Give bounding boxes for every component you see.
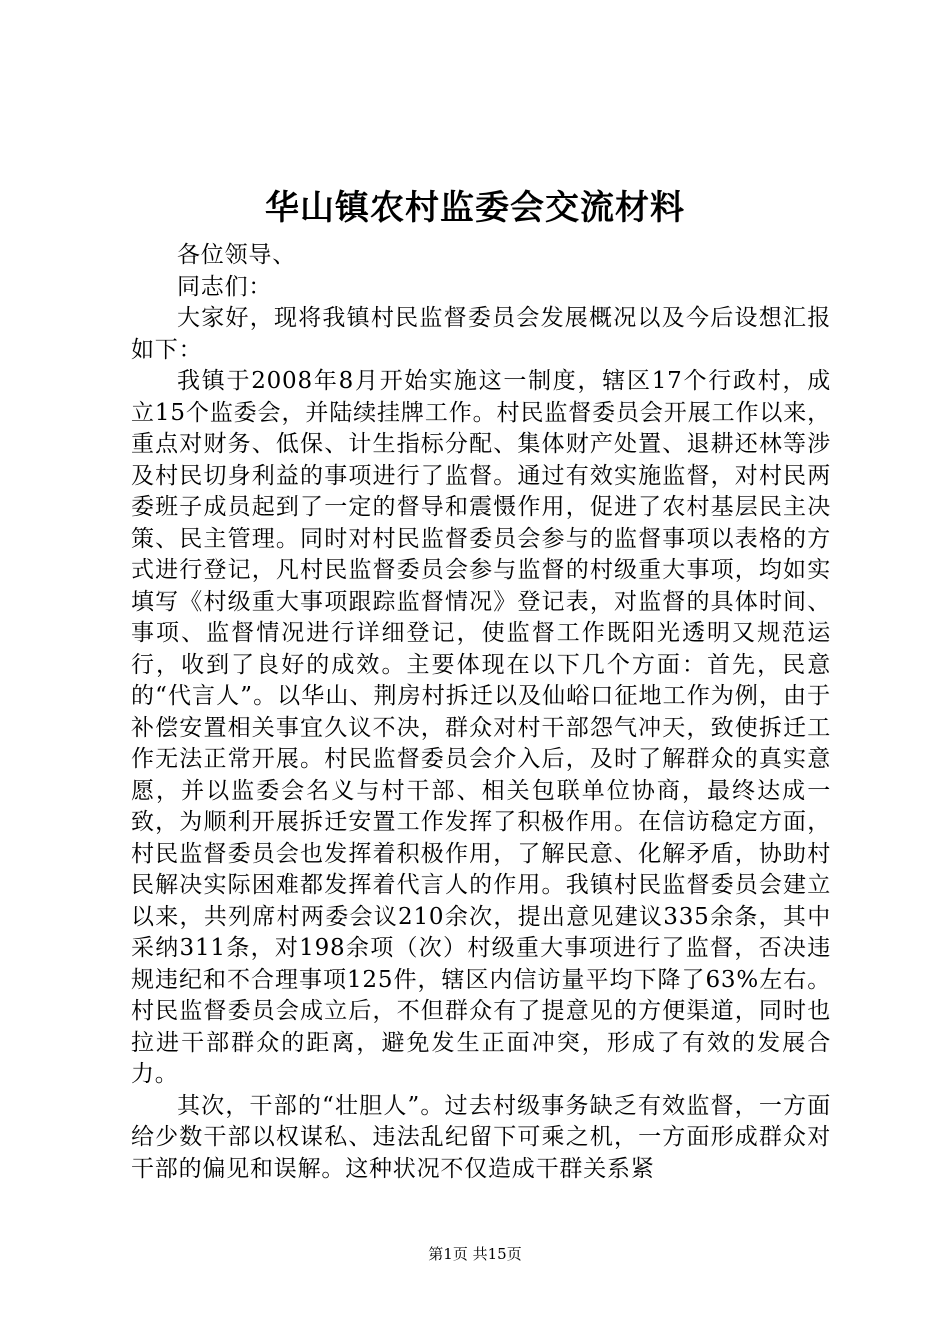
document-title: 华山镇农村监委会交流材料 bbox=[265, 188, 685, 228]
document-body bbox=[131, 240, 831, 1185]
salutation-line-1: 各位领导、 bbox=[177, 242, 296, 268]
intro-paragraph: 大家好，现将我镇村民监督委员会发展概况以及今后设想汇报如下： bbox=[131, 305, 831, 363]
page-footer: 第1页 共15页 bbox=[428, 1245, 522, 1263]
body-paragraph: 其次，干部的“壮胆人”。过去村级事务缺乏有效监督，一方面给少数干部以权谋私、违法乱纪留下可乘之机，一方面形成群众对干部的偏见和误解。这种状况不仅造成干群关系紧 bbox=[131, 1092, 831, 1182]
body-paragraph: 我镇于2008年8月开始实施这一制度，辖区17个行政村，成立15个监委会，并陆续挂牌工作。村民监督委员会开展工作以来，重点对财务、低保、计生指标分配、集体财产处置、退耕还林等涉及村民切身利益的事项进行了监督。通过有效实施监督，对村民两委班子成员起到了一定的督导和震慑作用，促进了农村基层民主决策、民主管理。同时对村民监督委员会参与的监督事项以表格的方式进行登记，凡村民监督委员会参与监督的村级重大事项，均如实填写《村级重大事项跟踪监督情况》登记表，对监督的具体时间、事项、监督情况进行详细登记，使监督工作既阳光透明又规范运行，收到了良好的成效。主要体现在以下几个方面：首先，民意的“代言人”。以华山、荆房村拆迁以及仙峪口征地工作为例，由于补偿安置相关事宜久议不决，群众对村干部怨气冲天，致使拆迁工作无法正常开展。村民监督委员会介入后，及时了解群众的真实意愿，并以监委会名义与村干部、相关包联单位协商，最终达成一致，为顺利开展拆迁安置工作发挥了积极作用。在信访稳定方面，村民监督委员会也发挥着积极作用，了解民意、化解矛盾，协助村民解决实际困难都发挥着代言人的作用。我镇村民监督委员会建立以来，共列席村两委会议210余次，提出意见建议335余条，其中采纳311条，对198余项（次）村级重大事项进行了监督，否决违规违纪和不合理事项125件，辖区内信访量平均下降了63%左右。村民监督委员会成立后，不但群众有了提意见的方便渠道，同时也拉进干部群众的距离，避免发生正面冲突，形成了有效的发展合力。 bbox=[131, 368, 831, 1087]
salutation-line-2: 同志们： bbox=[177, 273, 273, 300]
